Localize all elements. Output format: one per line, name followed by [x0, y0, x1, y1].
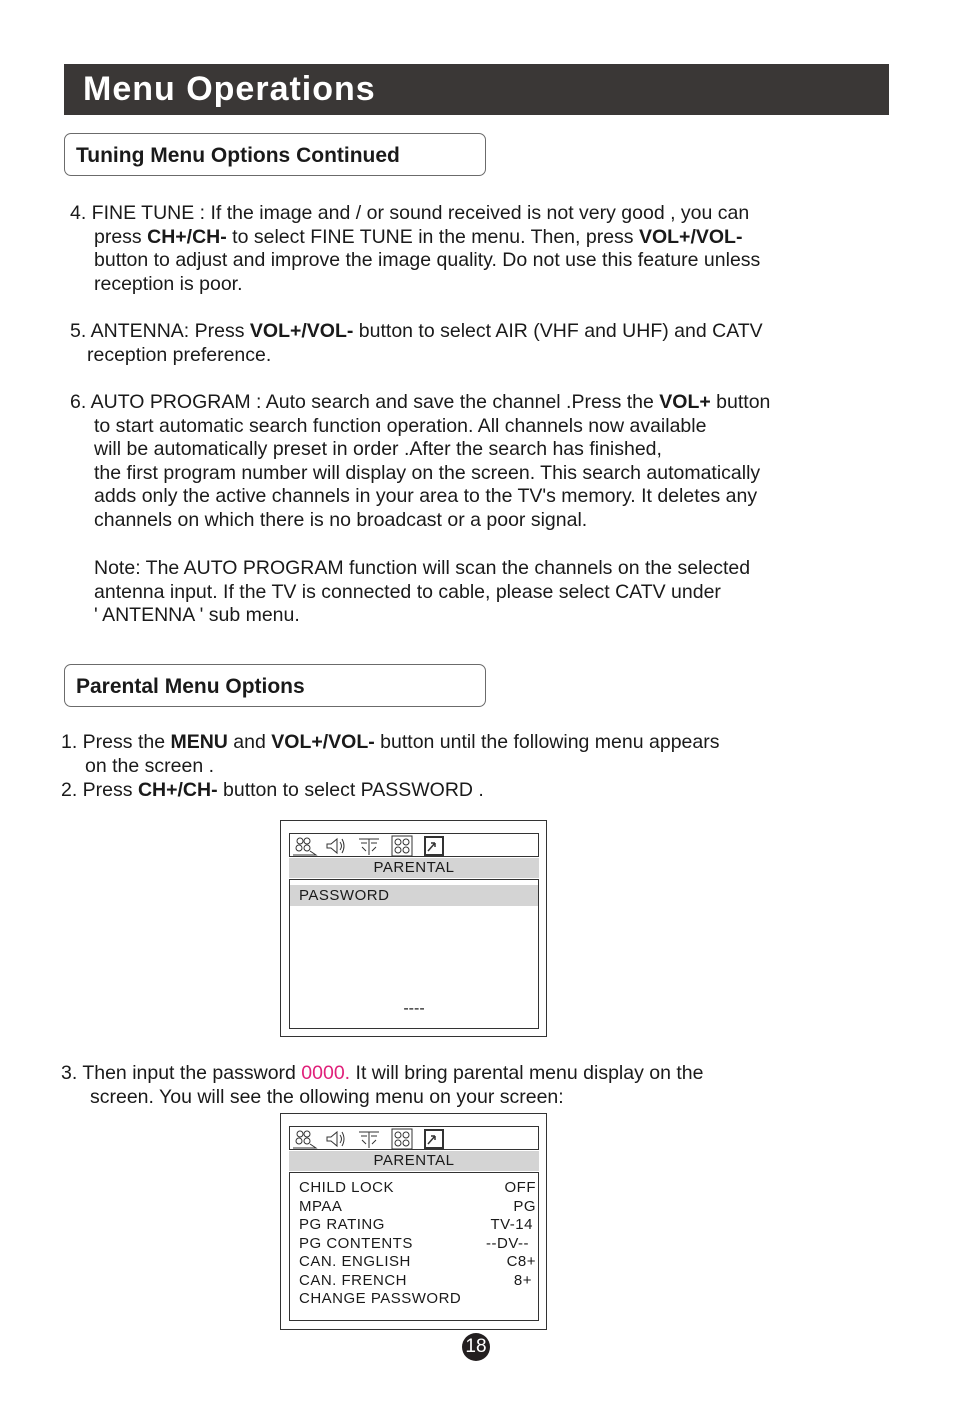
- menu-row-mpaa[interactable]: MPAA PG: [299, 1197, 536, 1215]
- menu-body: [289, 1172, 539, 1321]
- menu-row-can-french[interactable]: CAN. FRENCH 8+: [299, 1271, 532, 1289]
- setup-icon: [423, 1128, 445, 1150]
- page-title: Menu Operations: [83, 70, 376, 108]
- parental-password-menu: [280, 820, 547, 1037]
- menu-row-pg-rating[interactable]: PG RATING TV-14: [299, 1216, 533, 1233]
- tuning-icon: [356, 835, 382, 857]
- parental-step-3: 3. Then input the password 0000. It will bring parental menu display on the screen. You will see the ollowing menu on your screen:: [61, 1062, 704, 1108]
- setup-icon: [423, 835, 445, 857]
- sound-icon: [324, 835, 348, 857]
- tuning-section-heading: [64, 133, 486, 176]
- tuning-icon: [356, 1128, 382, 1150]
- parental-section-heading: [64, 664, 486, 707]
- menu-icon-bar: [289, 1126, 539, 1150]
- menu-row-pg-contents[interactable]: PG CONTENTS --DV--: [299, 1234, 529, 1252]
- menu-row-change-password[interactable]: CHANGE PASSWORD: [299, 1290, 462, 1307]
- picture-icon: [292, 835, 318, 857]
- menu-title: PARENTAL: [289, 858, 539, 878]
- antenna-paragraph: 5. ANTENNA: Press VOL+/VOL- button to select AIR (VHF and UHF) and CATV reception preference.: [70, 320, 763, 366]
- parental-settings-menu: [280, 1113, 547, 1330]
- fine-tune-paragraph: 4. FINE TUNE : If the image and / or sound received is not very good , you can press CH+/CH- to select FINE TUNE in the menu. Then, press VOL+/VOL- button to adjust and improve the image quality. Do not use this feature unless reception is poor.: [70, 202, 761, 295]
- menu-title: PARENTAL: [289, 1151, 539, 1171]
- menu-row-can-english[interactable]: CAN. ENGLISH C8+: [299, 1253, 536, 1270]
- parental-heading-text: Parental Menu Options: [76, 675, 305, 698]
- menu-body: [289, 879, 539, 1029]
- parental-icon: [391, 835, 413, 857]
- password-row[interactable]: PASSWORD: [290, 885, 538, 906]
- header-banner: [64, 64, 889, 115]
- menu-row-child-lock[interactable]: CHILD LOCK OFF: [299, 1179, 536, 1196]
- sound-icon: [324, 1128, 348, 1150]
- parental-icon: [391, 1128, 413, 1150]
- auto-program-note: Note: The AUTO PROGRAM function will scan the channels on the selected antenna input. If the TV is connected to cable, please select CATV under ' ANTENNA ' sub menu.: [94, 557, 751, 627]
- picture-icon: [292, 1128, 318, 1150]
- password-entry[interactable]: ----: [403, 1000, 425, 1017]
- default-password: 0000.: [301, 1062, 351, 1084]
- parental-step-1: 1. Press the MENU and VOL+/VOL- button until the following menu appears on the screen .: [61, 731, 720, 777]
- parental-step-2: 2. Press CH+/CH- button to select PASSWORD .: [61, 779, 484, 801]
- auto-program-paragraph: 6. AUTO PROGRAM : Auto search and save the channel .Press the VOL+ button to start automatic search function operation. All channels now available will be automatically preset in order .After the search has finished, the first program number will display on the screen. This search automatically adds only the active channels in your area to the TV's memory. It deletes any channels on which there is no broadcast or a poor signal.: [70, 391, 771, 531]
- tuning-heading-text: Tuning Menu Options Continued: [76, 144, 400, 167]
- page-number: 18: [462, 1333, 490, 1361]
- menu-icon-bar: [289, 833, 539, 857]
